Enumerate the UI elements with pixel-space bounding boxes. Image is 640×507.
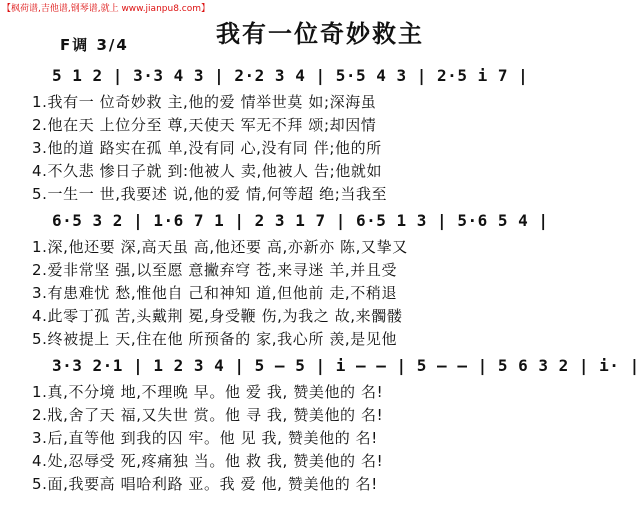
lyric-line: 5.面,我要高 唱哈利路 亚。我 爱 他, 赞美他的 名! xyxy=(32,475,378,493)
lyric-line: 2.爱非常坚 强,以至愿 意撇弃穹 苍,来寻迷 羊,并且受 xyxy=(32,261,398,279)
song-title: 我有一位奇妙救主 xyxy=(216,20,424,48)
lyric-line: 4.此零丁孤 苦,头戴荆 冕,身受鞭 伤,为我之 故,来髑髅 xyxy=(32,307,403,325)
source-watermark: 【枫荷谱,吉他谱,钢琴谱,就上 www.jianpu8.com】 xyxy=(2,4,211,14)
lyric-line: 4.处,忍辱受 死,疼痛独 当。他 救 我, 赞美他的 名! xyxy=(32,452,384,470)
lyric-line: 2.戕,舍了天 福,又失世 赏。他 寻 我, 赞美他的 名! xyxy=(32,406,384,424)
lyric-line: 3.有患难忧 愁,惟他自 己和神知 道,但他前 走,不稍退 xyxy=(32,284,398,302)
key-signature: F调 3/4 xyxy=(60,36,129,54)
lyric-line: 1.深,他还要 深,高天虽 高,他还要 高,亦新亦 陈,又挚又 xyxy=(32,238,408,256)
lyric-line: 5.终被提上 天,住在他 所预备的 家,我心所 羡,是见他 xyxy=(32,330,398,348)
notation-line-3: 3·3 2·1 | 1 2 3 4 | 5 – 5 | i – – | 5 – – | 5 6 3 2 | i· | xyxy=(52,356,640,375)
lyric-line: 3.后,直等他 到我的囚 牢。他 见 我, 赞美他的 名! xyxy=(32,429,378,447)
lyric-line: 2.他在天 上位分至 尊,天使天 军无不拜 颂;却因情 xyxy=(32,116,377,134)
notation-line-1: 5 1 2 | 3·3 4 3 | 2·2 3 4 | 5·5 4 3 | 2·5 i 7 | xyxy=(52,66,529,85)
lyric-line: 5.一生一 世,我要述 说,他的爱 情,何等超 绝;当我至 xyxy=(32,185,388,203)
lyric-line: 1.真,不分境 地,不理晚 早。他 爱 我, 赞美他的 名! xyxy=(32,383,384,401)
lyric-line: 3.他的道 路实在孤 单,没有同 心,没有同 伴;他的所 xyxy=(32,139,382,157)
notation-line-2: 6·5 3 2 | 1·6 7 1 | 2 3 1 7 | 6·5 1 3 | 5·6 5 4 | xyxy=(52,211,549,230)
lyric-line: 1.我有一 位奇妙救 主,他的爱 情举世莫 如;深海虽 xyxy=(32,93,377,111)
lyric-line: 4.不久悲 惨日子就 到:他被人 卖,他被人 告;他就如 xyxy=(32,162,383,180)
